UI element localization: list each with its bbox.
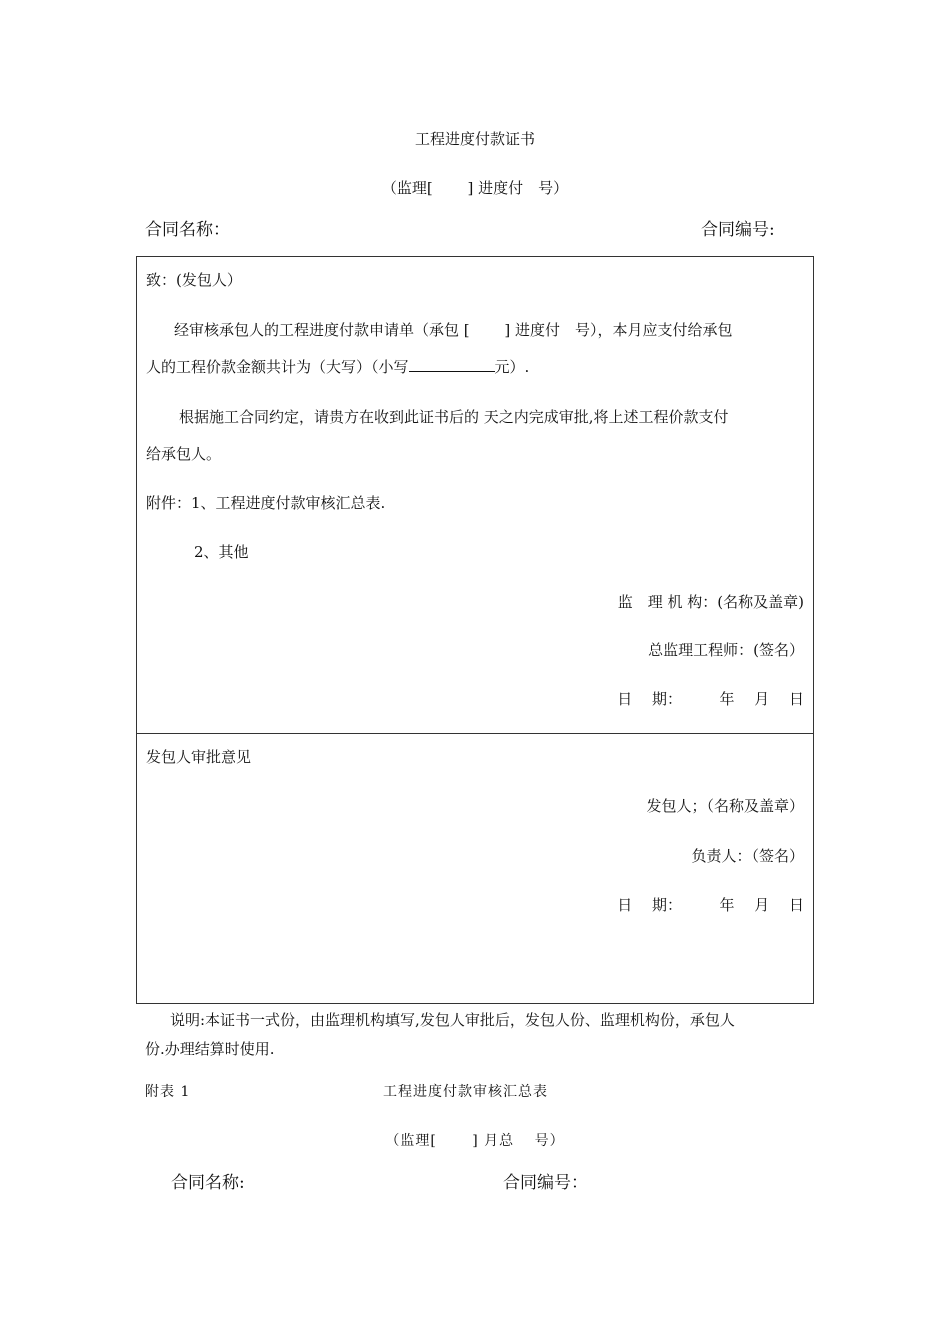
annex-contract-number-label: 合同编号： xyxy=(503,1173,588,1193)
contract-number-label: 合同编号: xyxy=(701,220,775,240)
certificate-date: 日 期： 年 月 日 xyxy=(617,690,804,708)
responsible-person-signature: 负责人：（签名） xyxy=(691,847,804,865)
note-line-1: 说明:本证书一式份，由监理机构填写,发包人审批后，发包人份、监理机构份，承包人 xyxy=(170,1011,735,1029)
amount-unit: 元）. xyxy=(494,358,530,376)
paragraph-2-line-2: 给承包人。 xyxy=(146,445,222,463)
attachment-1: 附件：1、工程进度付款审核汇总表. xyxy=(146,494,386,512)
approval-heading: 发包人审批意见 xyxy=(146,748,252,766)
paragraph-2-line-1: 根据施工合同约定，请贵方在收到此证书后的 天之内完成审批,将上述工程价款支付 xyxy=(179,408,729,426)
supervision-org-signature: 监 理 机 构：(名称及盖章) xyxy=(617,593,804,611)
certificate-number: （监理[ ] 进度付 号） xyxy=(381,179,569,197)
contract-name-label: 合同名称： xyxy=(145,220,230,240)
page-title: 工程进度付款证书 xyxy=(414,130,535,148)
paragraph-1-line-2 xyxy=(146,356,529,377)
chief-engineer-signature: 总监理工程师：(签名） xyxy=(648,641,804,659)
amount-blank xyxy=(409,357,495,372)
approval-date: 日 期： 年 月 日 xyxy=(617,896,804,914)
certificate-box xyxy=(136,256,814,734)
annex-number: （监理[ ] 月总 号） xyxy=(385,1133,565,1149)
annex-contract-name-label: 合同名称: xyxy=(171,1173,245,1193)
paragraph-1-line-1: 经审核承包人的工程进度付款申请单（承包 [ ] 进度付 号），本月应支付给承包 xyxy=(174,321,733,339)
annex-label: 附表 1 xyxy=(145,1084,191,1100)
addressee: 致：(发包人） xyxy=(146,271,242,289)
annex-title: 工程进度付款审核汇总表 xyxy=(383,1084,548,1100)
amount-text: 人的工程价款金额共计为（大写）（小写 xyxy=(146,358,409,376)
note-line-2: 份.办理结算时使用. xyxy=(145,1040,275,1058)
employer-signature: 发包人；（名称及盖章） xyxy=(646,797,804,815)
approval-box xyxy=(136,733,814,1004)
attachment-2: 2、其他 xyxy=(194,543,249,561)
